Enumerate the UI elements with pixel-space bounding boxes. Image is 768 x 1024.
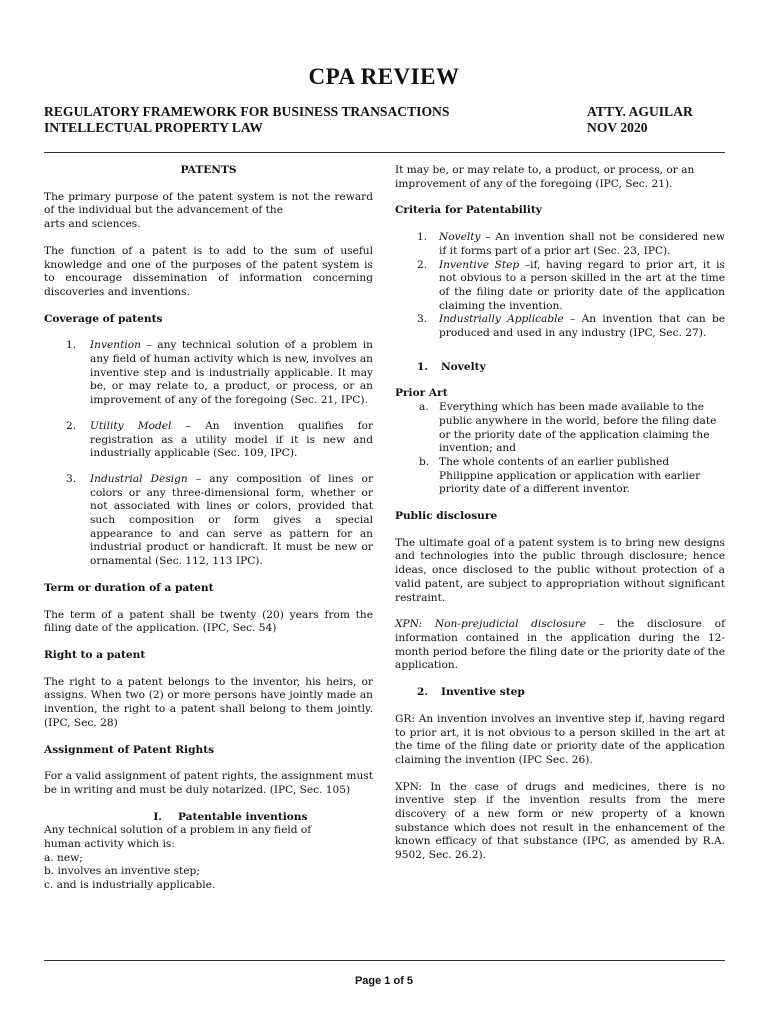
list-term: Invention: [90, 339, 141, 352]
paragraph-right: The right to a patent belongs to the inventor, his heirs, or assigns. When two (2) or more persons have jointly made an invention, the right to a patent shall belong to them jointly. (IPC, Sec. 28): [44, 675, 373, 729]
list-number: 3.: [66, 472, 77, 485]
paragraph-gr: GR: An invention involves an inventive step if, having regard to prior art, it is not obvious to a person skilled in the art at the time of the filing date or priority date of the application claiming the invention (IPC Sec. 26).: [395, 712, 725, 766]
paragraph-primary-purpose: [44, 191, 373, 232]
section-title: Inventive step: [441, 686, 525, 699]
list-letter: a.: [419, 401, 429, 414]
section-number: I.: [153, 810, 162, 823]
paragraph-assignment: For a valid assignment of patent rights, the assignment must be in writing and must be duly notarized. (IPC, Sec. 105): [44, 770, 373, 796]
list-term: Inventive Step: [439, 258, 520, 271]
section-title: Novelty: [441, 360, 486, 373]
list-item: a. new;: [44, 851, 83, 864]
left-column: [44, 164, 373, 893]
list-text: [90, 339, 373, 408]
xpn-desc: – the disclosure of information contained in the application during the 12-month period before the filing date or the priority date of the application.: [395, 618, 725, 672]
list-number: 2.: [417, 258, 428, 271]
list-item: [395, 456, 725, 497]
list-text: [90, 473, 373, 569]
list-term: Industrial Design: [90, 472, 188, 485]
xpn-term: XPN: Non-prejudicial disclosure: [395, 618, 587, 631]
list-item: [44, 420, 373, 461]
list-item: [395, 259, 725, 314]
list-item: [44, 339, 373, 408]
list-number: 2.: [66, 419, 77, 432]
list-text: [439, 259, 725, 314]
paragraph-text: human activity which is:: [44, 838, 175, 851]
section-heading-patentable: [44, 811, 373, 825]
paragraph-text: The primary purpose of the patent system is not the reward of the individual but the advancement of the: [44, 190, 373, 217]
section-heading-term: Term or duration of a patent: [44, 581, 214, 594]
section-heading-criteria: Criteria for Patentability: [395, 204, 542, 217]
paragraph-xpn-drugs: XPN: In the case of drugs and medicines, there is no inventive step if the invention results from the mere discovery of a new form or new property of a known substance which does not result in the enhancement of the known efficacy of that substance (IPC, as amended by R.A. 9502, Sec. 26.2).: [395, 780, 725, 862]
list-text: The whole contents of an earlier published Philippine application or application with earlier priority date of a different inventor.: [439, 455, 701, 496]
section-number: 1.: [417, 360, 429, 373]
list-desc: – any technical solution of a problem in any field of human activity which is new, involves an inventive step and is industrially applicable. It may be, or may relate to, a product, or process, or an improvement of any of the foregoing (Sec. 21, IPC).: [90, 339, 373, 407]
list-item: [44, 473, 373, 569]
coverage-list: [44, 339, 373, 569]
section-heading-inventive: [395, 686, 725, 700]
list-term: Industrially Applicable: [439, 313, 564, 326]
section-heading-assignment: Assignment of Patent Rights: [44, 743, 215, 756]
paragraph-public: The ultimate goal of a patent system is to bring new designs and technologies into the public through disclosure; hence ideas, once disclosed to the public without protection of a valid patent, are subject to appropriation without significant restraint.: [395, 536, 725, 604]
paragraph-xpn-nonprejudicial: [395, 618, 725, 673]
topic-label: INTELLECTUAL PROPERTY LAW: [44, 120, 263, 135]
paragraph-text: arts and sciences.: [44, 218, 141, 231]
list-text: [439, 231, 725, 258]
footer-divider: [44, 960, 725, 961]
list-item: b. involves an inventive step;: [44, 865, 200, 878]
subject-label: REGULATORY FRAMEWORK FOR BUSINESS TRANSACTIONS: [44, 104, 450, 119]
list-item: [395, 401, 725, 456]
prior-art-list: [395, 401, 725, 497]
section-heading-prior-art: Prior Art: [395, 387, 448, 400]
section-number: 2.: [417, 686, 429, 699]
list-text: Everything which has been made available to the public anywhere in the world, before the filing date or the priority date of the application claiming the invention; and: [439, 401, 717, 455]
paragraph-function: The function of a patent is to add to the sum of useful knowledge and one of the purposes of the patent system is to encourage dissemination of information concerning discoveries and inventions.: [44, 244, 373, 298]
list-number: 1.: [66, 339, 77, 352]
paragraph-text: Any technical solution of a problem in any field of: [44, 824, 312, 837]
list-term: Novelty: [439, 231, 481, 244]
header-divider: [44, 152, 725, 153]
section-heading-right: Right to a patent: [44, 648, 146, 661]
header-row-1: [44, 104, 724, 120]
section-heading-public: Public disclosure: [395, 510, 498, 523]
section-heading-patents: PATENTS: [180, 164, 237, 176]
paragraph-term: The term of a patent shall be twenty (20) years from the filing date of the application. (IPC, Sec. 54): [44, 608, 373, 635]
list-item: [395, 313, 725, 340]
list-term: Utility Model: [90, 419, 172, 432]
section-heading-coverage: Coverage of patents: [44, 312, 163, 325]
list-number: 3.: [417, 313, 428, 326]
document-title: CPA REVIEW: [308, 64, 460, 89]
list-letter: b.: [419, 455, 430, 468]
criteria-list: [395, 231, 725, 341]
patentable-intro: [44, 824, 373, 893]
list-text: [90, 420, 373, 461]
page-number: Page 1 of 5: [354, 975, 414, 987]
section-title: Patentable inventions: [178, 810, 308, 823]
date-label: NOV 2020: [587, 120, 648, 135]
paragraph-continued: It may be, or may relate to, a product, or process, or an improvement of any of the foregoing (IPC, Sec. 21).: [395, 164, 695, 190]
list-desc: – An invention qualifies for registration as a utility model if it is new and industrially applicable (Sec. 109, IPC).: [90, 419, 374, 460]
right-column: [395, 164, 725, 876]
section-heading-novelty: [395, 361, 725, 375]
list-text: [439, 313, 725, 340]
list-number: 1.: [417, 231, 428, 244]
list-desc: – An invention that can be produced and used in any industry (IPC, Sec. 27).: [439, 313, 725, 340]
list-desc: – An invention shall not be considered new if it forms part of a prior art (Sec. 23, IPC).: [439, 231, 725, 257]
list-desc: –if, having regard to prior art, it is not obvious to a person skilled in the art at the time of the filing date or priority date of the application claiming the invention.: [439, 258, 725, 312]
list-item: [395, 231, 725, 258]
list-item: c. and is industrially applicable.: [44, 879, 216, 892]
header-row-2: [44, 120, 724, 136]
list-desc: – any composition of lines or colors or any three-dimensional form, whether or not associated with lines or colors, provided that such composition or form gives a special appearance to and can serve as pattern for an industrial product or handicraft. It must be new or ornamental (Sec. 112, 113 IPC).: [90, 472, 374, 568]
lecturer-label: ATTY. AGUILAR: [587, 104, 693, 119]
